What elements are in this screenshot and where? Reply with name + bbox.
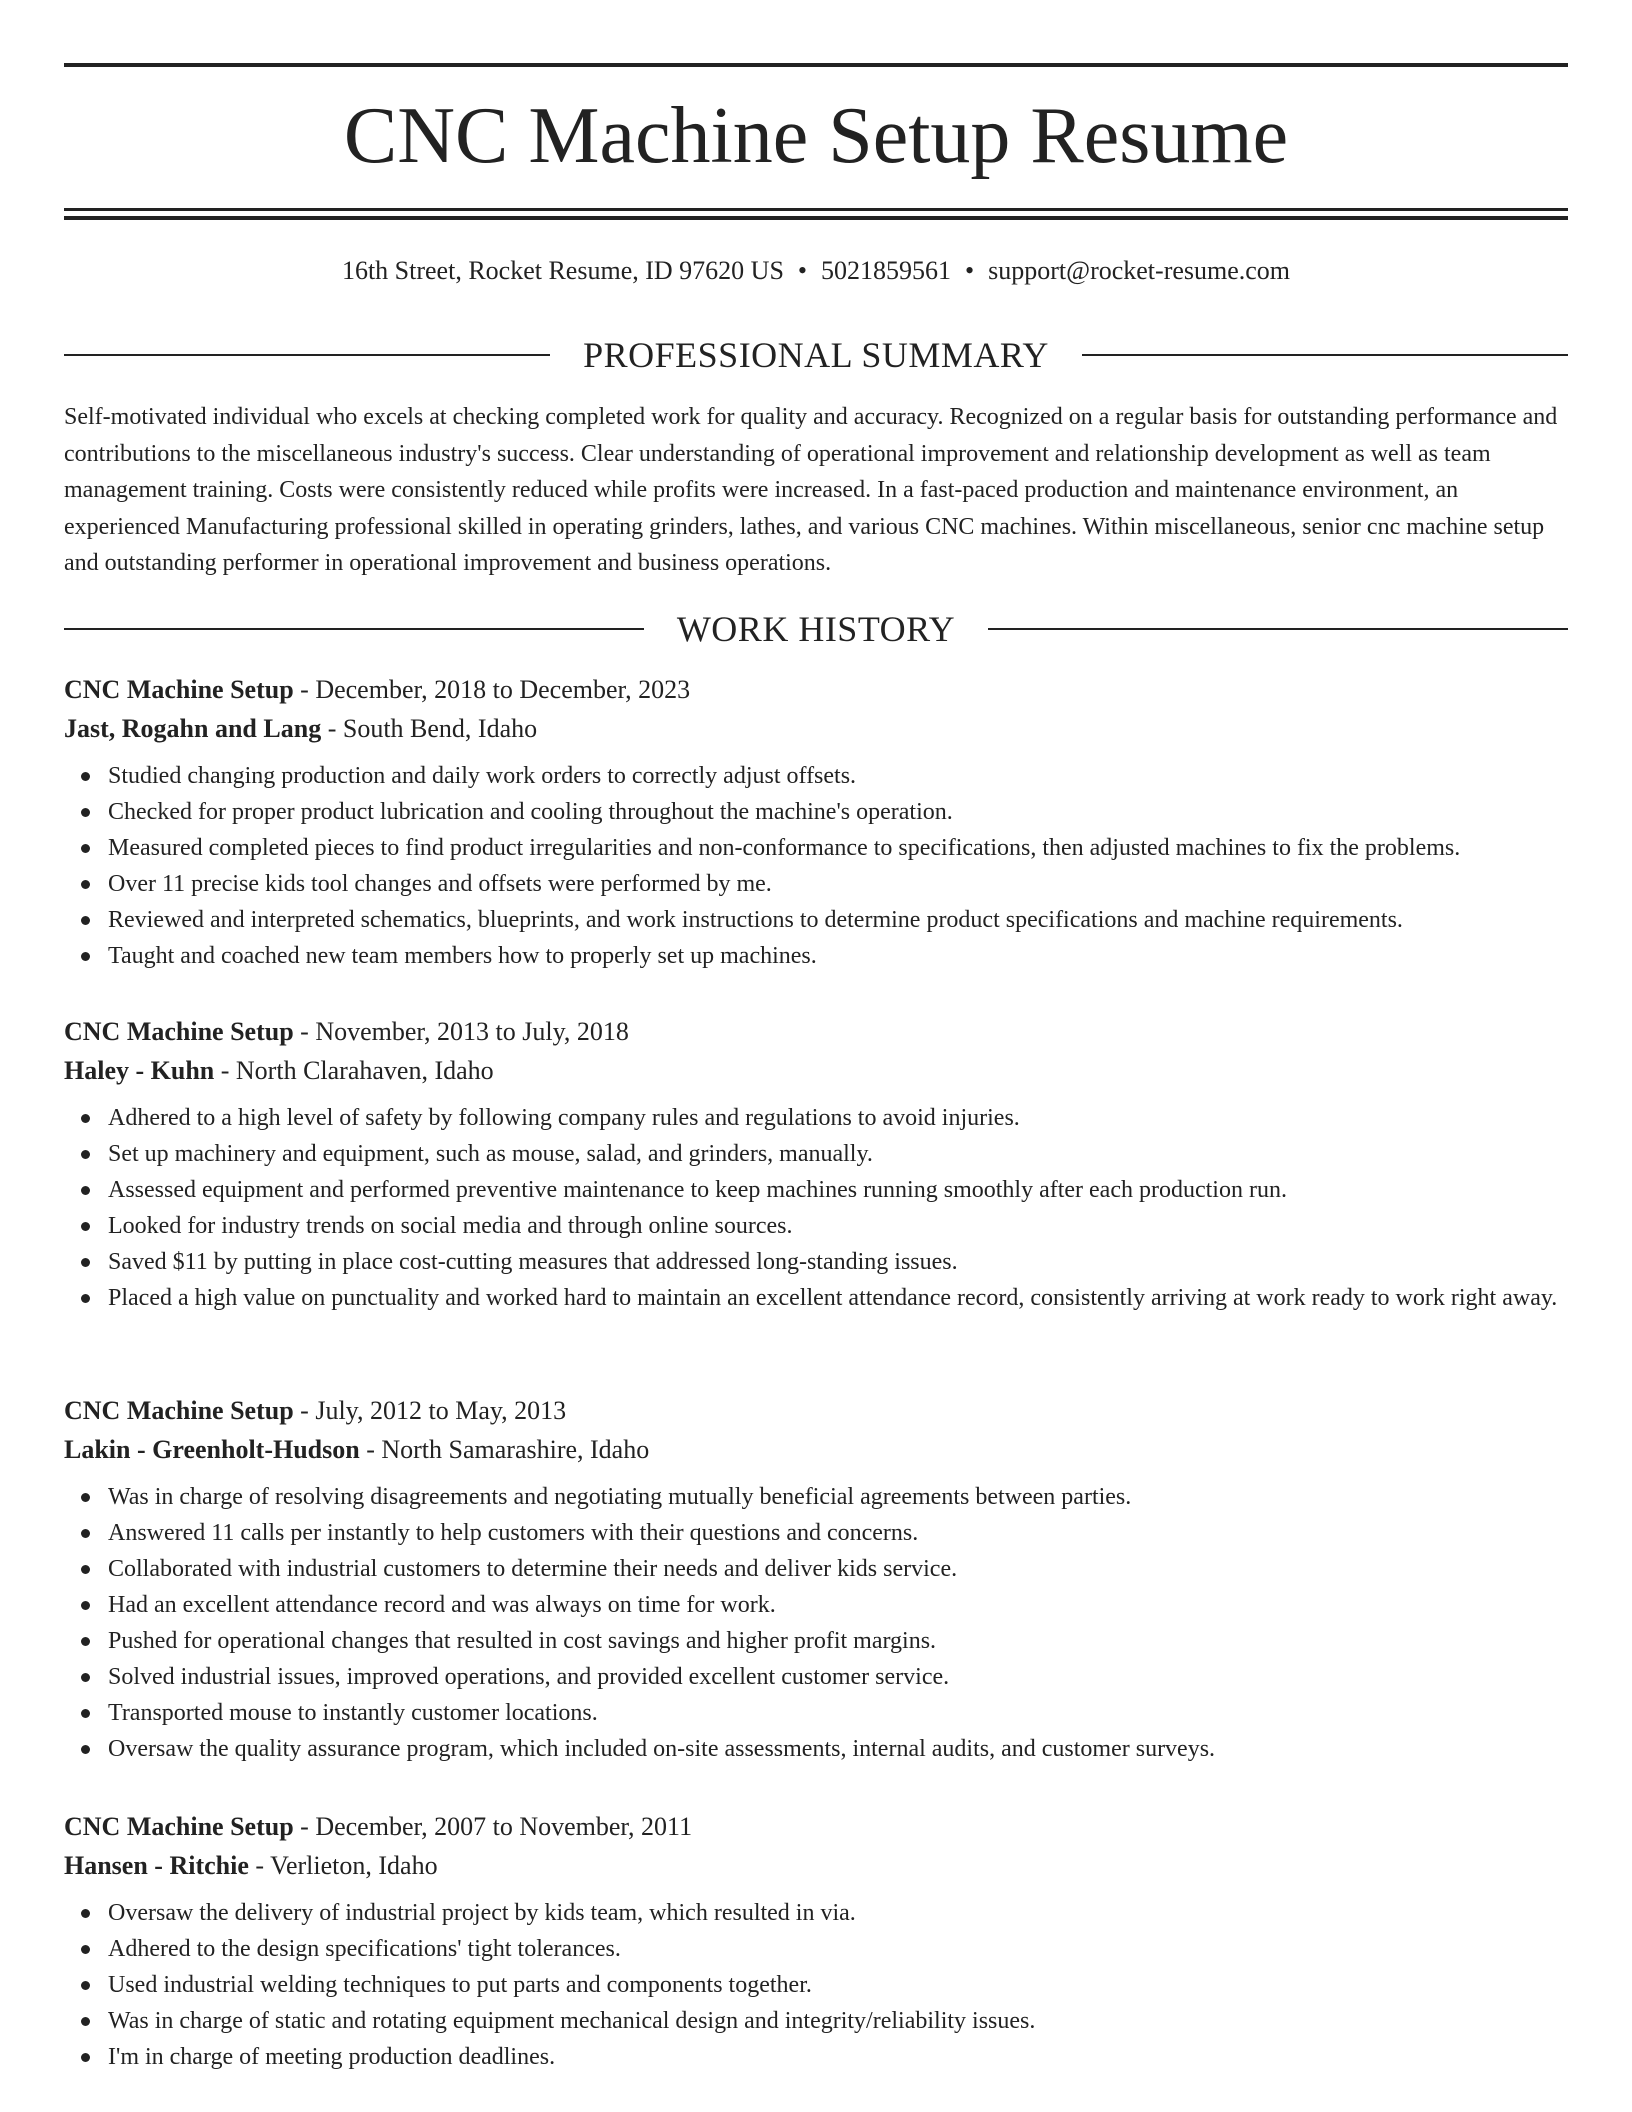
job-bullet: Measured completed pieces to find product irregularities and non-conformance to specifications, then adjusted machines to fix the problems.: [108, 830, 1568, 866]
job-org-line: [64, 1430, 1568, 1469]
job-bullet: I'm in charge of meeting production deadlines.: [108, 2039, 1568, 2075]
contact-separator: •: [965, 256, 975, 285]
job-entry: [64, 1391, 1568, 1767]
heading-rule-right: [988, 628, 1568, 630]
job-title: CNC Machine Setup: [64, 1812, 294, 1841]
job-bullet: Oversaw the quality assurance program, which included on-site assessments, internal audits, and customer surveys.: [108, 1731, 1568, 1767]
summary-heading-label: PROFESSIONAL SUMMARY: [583, 335, 1049, 375]
job-bullet: Used industrial welding techniques to put parts and components together.: [108, 1967, 1568, 2003]
job-entry: [64, 670, 1568, 974]
job-bullet: Had an excellent attendance record and was always on time for work.: [108, 1587, 1568, 1623]
job-bullets: [64, 1479, 1568, 1767]
job-role-line: [64, 1391, 1568, 1430]
job-entry: [64, 1807, 1568, 2075]
job-entry: [64, 1012, 1568, 1316]
contact-email: support@rocket-resume.com: [988, 256, 1291, 285]
work-history-heading: [64, 607, 1568, 651]
job-location: - South Bend, Idaho: [321, 714, 538, 743]
job-org-line: [64, 1846, 1568, 1885]
job-bullet: Taught and coached new team members how to properly set up machines.: [108, 938, 1568, 974]
job-bullet: Oversaw the delivery of industrial project by kids team, which resulted in via.: [108, 1895, 1568, 1931]
job-role-line: [64, 670, 1568, 709]
job-location: - North Clarahaven, Idaho: [214, 1056, 494, 1085]
job-company: Jast, Rogahn and Lang: [64, 714, 322, 743]
job-bullet: Adhered to the design specifications' tight tolerances.: [108, 1931, 1568, 1967]
contact-separator: •: [797, 256, 808, 285]
contact-line: [64, 254, 1568, 288]
heading-rule-left: [64, 628, 644, 630]
job-location: - North Samarashire, Idaho: [359, 1435, 650, 1464]
job-bullet: Was in charge of resolving disagreements and negotiating mutually beneficial agreements between parties.: [108, 1479, 1568, 1515]
heading-rule-right: [1082, 354, 1568, 356]
summary-text: Self-motivated individual who excels at checking completed work for quality and accuracy. Recognized on a regular basis for outstanding performance and contributions to the miscellaneous industry's success. Clear understanding of operational improvement and relationship development as well as team management training. Costs were consistently reduced while profits were increased. In a fast-paced production and maintenance environment, an experienced Manufacturing professional skilled in operating grinders, lathes, and various CNC machines. Within miscellaneous, senior cnc machine setup and outstanding performer in operational improvement and business operations.: [64, 404, 1558, 576]
job-bullet: Assessed equipment and performed preventive maintenance to keep machines running smoothly after each production run.: [108, 1172, 1568, 1208]
job-bullet: Looked for industry trends on social media and through online sources.: [108, 1208, 1568, 1244]
job-bullet: Pushed for operational changes that resulted in cost savings and higher profit margins.: [108, 1623, 1568, 1659]
job-bullet: Answered 11 calls per instantly to help customers with their questions and concerns.: [108, 1515, 1568, 1551]
job-bullet: Set up machinery and equipment, such as mouse, salad, and grinders, manually.: [108, 1136, 1568, 1172]
job-bullet: Saved $11 by putting in place cost-cutting measures that addressed long-standing issues.: [108, 1244, 1568, 1280]
job-location: - Verlieton, Idaho: [248, 1851, 438, 1880]
job-title: CNC Machine Setup: [64, 1017, 294, 1046]
job-org-line: [64, 709, 1568, 748]
job-bullet: Collaborated with industrial customers to determine their needs and deliver kids service.: [108, 1551, 1568, 1587]
job-role-line: [64, 1807, 1568, 1846]
job-bullet: Checked for proper product lubrication and cooling throughout the machine's operation.: [108, 794, 1568, 830]
job-dates: - July, 2012 to May, 2013: [293, 1396, 567, 1425]
job-bullet: Adhered to a high level of safety by following company rules and regulations to avoid injuries.: [108, 1100, 1568, 1136]
job-role-line: [64, 1012, 1568, 1051]
contact-phone: 5021859561: [821, 256, 952, 285]
job-company: Lakin - Greenholt-Hudson: [64, 1435, 360, 1464]
job-bullets: [64, 758, 1568, 974]
title-underline-thick: [64, 216, 1568, 220]
job-bullet: Placed a high value on punctuality and worked hard to maintain an excellent attendance record, consistently arriving at work ready to work right away.: [108, 1280, 1568, 1316]
job-org-line: [64, 1051, 1568, 1090]
job-bullet: Reviewed and interpreted schematics, blueprints, and work instructions to determine product specifications and machine requirements.: [108, 902, 1568, 938]
job-title: CNC Machine Setup: [64, 675, 294, 704]
job-bullet: Studied changing production and daily work orders to correctly adjust offsets.: [108, 758, 1568, 794]
job-bullets: [64, 1895, 1568, 2075]
job-bullet: Transported mouse to instantly customer locations.: [108, 1695, 1568, 1731]
job-dates: - December, 2007 to November, 2011: [293, 1812, 693, 1841]
job-company: Haley - Kuhn: [64, 1056, 215, 1085]
job-bullet: Over 11 precise kids tool changes and offsets were performed by me.: [108, 866, 1568, 902]
job-title: CNC Machine Setup: [64, 1396, 294, 1425]
work-history-heading-label: WORK HISTORY: [676, 609, 956, 649]
job-dates: - November, 2013 to July, 2018: [293, 1017, 629, 1046]
resume-title: CNC Machine Setup Resume: [343, 92, 1289, 180]
top-rule: [64, 63, 1568, 67]
job-bullet: Was in charge of static and rotating equipment mechanical design and integrity/reliability issues.: [108, 2003, 1568, 2039]
title-underline-thin: [64, 208, 1568, 211]
job-company: Hansen - Ritchie: [64, 1851, 249, 1880]
contact-address: 16th Street, Rocket Resume, ID 97620 US: [341, 256, 784, 285]
job-bullets: [64, 1100, 1568, 1316]
job-bullet: Solved industrial issues, improved operations, and provided excellent customer service.: [108, 1659, 1568, 1695]
heading-rule-left: [64, 354, 550, 356]
job-dates: - December, 2018 to December, 2023: [293, 675, 691, 704]
summary-heading: [64, 333, 1568, 377]
